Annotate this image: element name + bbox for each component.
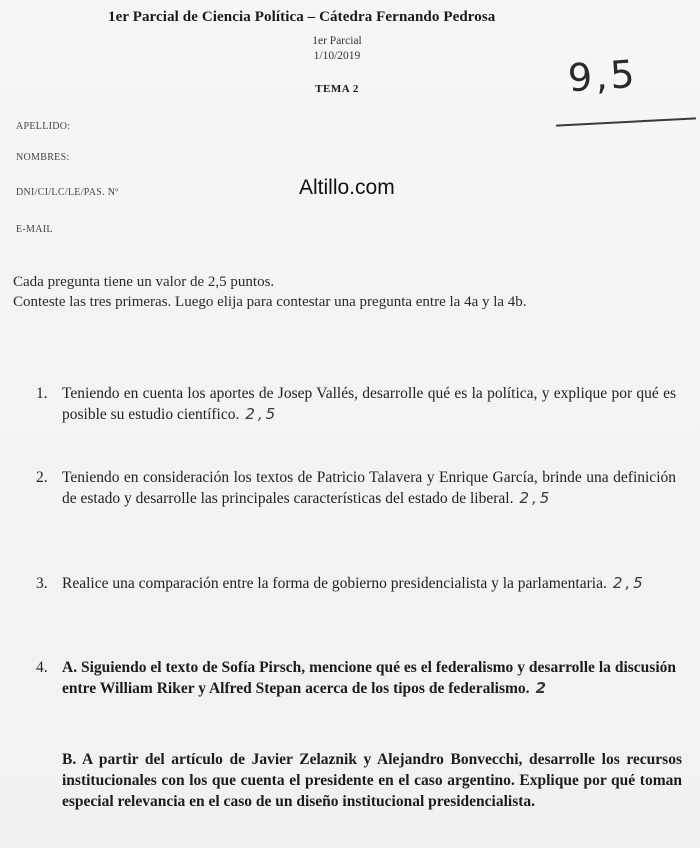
question-4a — [36, 657, 676, 699]
field-email: E-MAIL — [16, 224, 53, 235]
question-number: 1. — [36, 385, 48, 402]
question-score: 2,5 — [245, 405, 279, 423]
question-text: Teniendo en consideración los textos de Patricio Talavera y Enrique García, brinde una definición de estado y desarrolle las principales características del estado de liberal. — [62, 469, 676, 507]
question-number: 3. — [36, 575, 48, 592]
handwritten-grade: 9,5 — [566, 51, 639, 101]
instructions — [13, 272, 527, 312]
exam-date: 1/10/2019 — [313, 50, 361, 62]
exam-title: 1er Parcial de Ciencia Política – Cátedra Fernando Pedrosa — [108, 9, 496, 25]
field-nombres: NOMBRES: — [16, 152, 70, 163]
field-dni: DNI/CI/LC/LE/PAS. Nº — [16, 187, 119, 198]
question-score: 2,5 — [612, 574, 646, 592]
question-3 — [36, 573, 676, 594]
question-score: 2 — [535, 679, 549, 697]
question-score: 2,5 — [519, 489, 553, 507]
field-apellido: APELLIDO: — [16, 121, 71, 132]
watermark-text: Altillo.com — [299, 176, 395, 199]
question-text: A. Siguiendo el texto de Sofía Pirsch, mencione qué es el federalismo y desarrolle la discusión entre William Riker y Alfred Stepan acerca de los tipos de federalismo. — [62, 659, 676, 697]
question-text: Realice una comparación entre la forma de gobierno presidencialista y la parlamentaria. — [62, 575, 607, 592]
grade-underline — [556, 117, 696, 126]
question-number: 4. — [36, 659, 48, 676]
instructions-line-2: Conteste las tres primeras. Luego elija para contestar una pregunta entre la 4a y la 4b. — [13, 294, 527, 310]
question-2 — [36, 467, 676, 509]
question-1 — [36, 383, 676, 425]
question-text: Teniendo en cuenta los aportes de Josep Vallés, desarrolle qué es la política, y explique por qué es posible su estudio científico. — [62, 385, 676, 423]
question-text: B. A partir del artículo de Javier Zelaznik y Alejandro Bonvecchi, desarrolle los recursos institucionales con los que cuenta el presidente en el caso argentino. Explique por qué toman especial relevancia en el caso de un diseño institucional presidencialista. — [62, 751, 682, 810]
question-number: 2. — [36, 469, 48, 486]
exam-subtitle: 1er Parcial — [312, 35, 362, 47]
instructions-line-1: Cada pregunta tiene un valor de 2,5 puntos. — [13, 274, 275, 290]
exam-tema: TEMA 2 — [315, 83, 359, 95]
question-4b — [62, 749, 682, 812]
